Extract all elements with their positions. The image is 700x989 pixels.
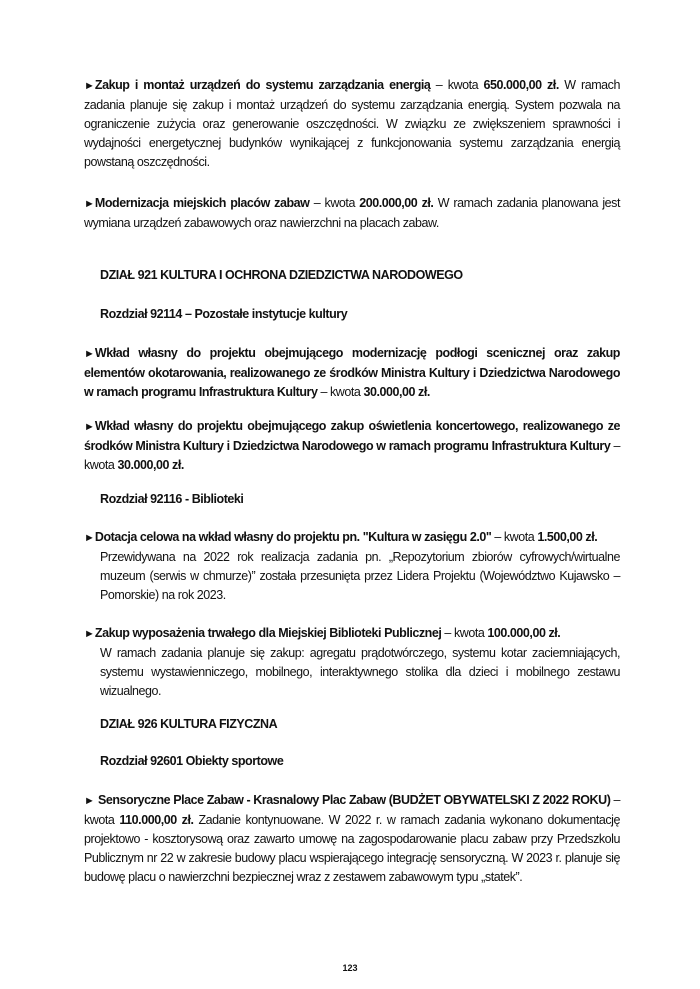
section-heading-921: DZIAŁ 921 KULTURA I OCHRONA DZIEDZICTWA NARODOWEGO [100,268,463,282]
item-title: Wkład własny do projektu obejmującego zakup oświetlenia koncertowego, realizowanego ze środków Ministra Kultury i Dziedzictwa Narodowego w ramach programu Infrastruktura Kultury [84,419,620,453]
item-title: Wkład własny do projektu obejmującego modernizację podłogi scenicznej oraz zakup elementów okotarowania, realizowanego ze środków Ministra Kultury i Dziedzictwa Narodowego w ramach programu Infrastruktura Kultury [84,346,620,399]
item-amount: 110.000,00 zł. [119,813,194,827]
chapter-heading-92601: Rozdział 92601 Obiekty sportowe [100,754,284,768]
chapter-heading-92116: Rozdział 92116 - Biblioteki [100,492,244,506]
bullet-arrow-icon: ► [84,80,95,92]
item-sensory-playground: ► Sensoryczne Place Zabaw - Krasnalowy Plac Zabaw (BUDŻET OBYWATELSKI Z 2022 ROKU) – kwota 110.000,00 zł. Zadanie kontynuowane. W 2022 r. w ramach zadania wykonano dokumentację projektowo - kosztorysową oraz zawarto umowę na zagospodarowanie placu zabaw przy Przedszkolu Publicznym nr 22 w zakresie budowy placu wspierającego integrację sensoryczną. W 2023 r. planuje się budowę placu o nawierzchni bezpiecznej wraz z zestawem zabawowym typu „statek”. [84,793,621,884]
page-number: 123 [342,963,358,973]
item-title: Zakup wyposażenia trwałego dla Miejskiej Biblioteki Publicznej [94,626,442,640]
item-amount: 1.500,00 zł. [537,530,598,544]
item-concert-lighting: ►Wkład własny do projektu obejmującego zakup oświetlenia koncertowego, realizowanego ze środków Ministra Kultury i Dziedzictwa Narodowego w ramach programu Infrastruktura Kultury – kwota 30.000,00 zł. [84,419,620,472]
item-description: W ramach zadania planuje się zakup: agregatu prądotwórczego, systemu kotar zaciemniających, systemu wystawienniczego, mobilnego, interaktywnego stolika dla dzieci i mobilnego zestawu wizualnego. [100,646,620,698]
item-library-equipment: ►Zakup wyposażenia trwałego dla Miejskiej Biblioteki Publicznej – kwota 100.000,00 zł. W ramach zadania planuje się zakup: agregatu prądotwórczego, systemu kotar zaciemniających, systemu wystawienniczego, mobilnego, interaktywnego stolika dla dzieci i mobilnego zestawu wizualnego. [84,624,620,701]
item-title: Zakup i montaż urządzeń do systemu zarządzania energią [94,78,431,92]
item-amount: 100.000,00 zł. [487,626,561,640]
item-description: W ramach zadania planuje się zakup i montaż urządzeń do systemu zarządzania energią. System pozwala na ograniczenie zużycia oraz generowanie oszczędności. W związku ze zwiększeniem sprawności i wydajności energetycznej budynków wynikającej z funkcjonowania systemu zarządzania energią powstaną oszczędności. [84,78,620,169]
item-title: Dotacja celowa na wkład własny do projektu pn. "Kultura w zasięgu 2.0" [94,530,492,544]
item-description: Przewidywana na 2022 rok realizacja zadania pn. „Repozytorium zbiorów cyfrowych/wirtualne muzeum (serwis w chmurze)” została przesunięta przez Lidera Projektu (Województwo Kujawsko – Pomorskie) na rok 2023. [100,550,620,602]
chapter-heading-92114: Rozdział 92114 – Pozostałe instytucje kultury [100,307,348,321]
item-title: Sensoryczne Place Zabaw - Krasnalowy Plac Zabaw (BUDŻET OBYWATELSKI Z 2022 ROKU) [97,793,611,807]
bullet-arrow-icon: ► [84,795,95,807]
item-description: Zadanie kontynuowane. W 2022 r. w ramach zadania wykonano dokumentację projektowo - kosztorysową oraz zawarto umowę na zagospodarowanie placu zabaw przy Przedszkolu Publicznym nr 22 w zakresie budowy placu wspierającego integrację sensoryczną. W 2023 r. planuje się budowę placu o nawierzchni bezpiecznej wraz z zestawem zabawowym typu „statek”. [84,813,620,884]
section-heading-926: DZIAŁ 926 KULTURA FIZYCZNA [100,717,278,731]
bullet-arrow-icon: ► [84,421,95,433]
item-energy-system: ►Zakup i montaż urządzeń do systemu zarządzania energią – kwota 650.000,00 zł. W ramach zadania planuje się zakup i montaż urządzeń do systemu zarządzania energią. System pozwala na ograniczenie zużycia oraz generowanie oszczędności. W związku ze zwiększeniem sprawności i wydajności energetycznej budynków wynikającej z funkcjonowania systemu zarządzania energią powstaną oszczędności. [84,78,620,169]
item-amount: 30.000,00 zł. [363,385,430,399]
item-amount: 30.000,00 zł. [117,458,184,472]
item-title: Modernizacja miejskich placów zabaw [94,196,310,210]
bullet-arrow-icon: ► [84,198,95,210]
item-stage-floor: ►Wkład własny do projektu obejmującego modernizację podłogi scenicznej oraz zakup elementów okotarowania, realizowanego ze środków Ministra Kultury i Dziedzictwa Narodowego w ramach programu Infrastruktura Kultury – kwota 30.000,00 zł. [84,346,620,399]
bullet-arrow-icon: ► [84,348,95,360]
item-playgrounds: ►Modernizacja miejskich placów zabaw – kwota 200.000,00 zł. W ramach zadania planowana jest wymiana urządzeń zabawowych oraz nawierzchni na placach zabaw. [84,196,620,230]
bullet-arrow-icon: ► [84,628,95,640]
item-amount: 200.000,00 zł. [359,196,434,210]
bullet-arrow-icon: ► [84,532,95,544]
item-description: W ramach zadania planowana jest wymiana urządzeń zabawowych oraz nawierzchni na placach zabaw. [84,196,620,230]
item-culture-grant: ►Dotacja celowa na wkład własny do projektu pn. "Kultura w zasięgu 2.0" – kwota 1.500,00 zł. Przewidywana na 2022 rok realizacja zadania pn. „Repozytorium zbiorów cyfrowych/wirtualne muzeum (serwis w chmurze)” została przesunięta przez Lidera Projektu (Województwo Kujawsko – Pomorskie) na rok 2023. [84,528,620,605]
item-amount: 650.000,00 zł. [483,78,559,92]
